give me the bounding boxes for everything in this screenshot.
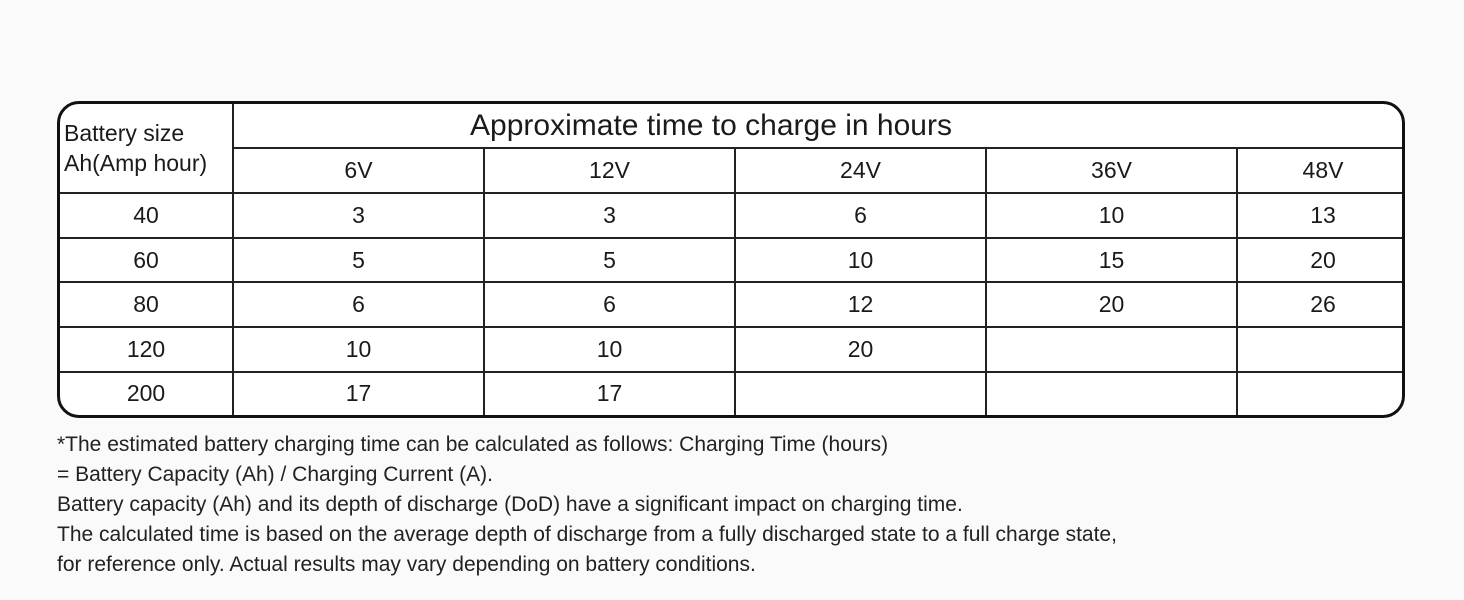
battery-size-label: Battery size (64, 120, 185, 146)
table-row (60, 282, 1405, 327)
charge-time-cell: 5 (484, 238, 735, 283)
charge-time-cell: 20 (986, 282, 1237, 327)
charge-time-cell: 17 (233, 372, 484, 415)
table-title-text: Approximate time to charge in hours (470, 108, 952, 142)
footnotes (57, 430, 1417, 580)
footnote-line: The calculated time is based on the average depth of discharge from a fully discharged state to a full charge state, (57, 523, 1117, 546)
footnote-line: *The estimated battery charging time can be calculated as follows: Charging Time (hours) (57, 433, 889, 456)
charge-time-cell (1237, 327, 1405, 372)
battery-size-header (60, 104, 233, 193)
charge-time-cell: 20 (735, 327, 986, 372)
charge-time-cell (1237, 372, 1405, 415)
voltage-header: 36V (986, 148, 1237, 193)
charge-time-cell: 10 (735, 238, 986, 283)
charge-time-table (57, 101, 1405, 418)
charge-time-cell: 6 (233, 282, 484, 327)
charge-time-cell: 10 (484, 327, 735, 372)
table-row (60, 372, 1405, 415)
charge-time-cell (986, 327, 1237, 372)
charge-time-cell: 3 (233, 193, 484, 238)
table-row (60, 193, 1405, 238)
voltage-header: 24V (735, 148, 986, 193)
table-row (60, 327, 1405, 372)
battery-size-cell: 40 (60, 193, 233, 238)
charge-time-cell: 20 (1237, 238, 1405, 283)
footnote-line: = Battery Capacity (Ah) / Charging Current (A). (57, 463, 493, 486)
table-title (233, 104, 1405, 148)
amp-hour-label: Ah(Amp hour) (64, 150, 208, 176)
charge-time-cell: 13 (1237, 193, 1405, 238)
charge-time-cell: 10 (986, 193, 1237, 238)
charge-time-cell (986, 372, 1237, 415)
charge-time-cell: 6 (484, 282, 735, 327)
charge-time-cell: 12 (735, 282, 986, 327)
charge-time-cell: 3 (484, 193, 735, 238)
charge-time-cell (735, 372, 986, 415)
footnote-line: for reference only. Actual results may vary depending on battery conditions. (57, 553, 756, 576)
battery-size-cell: 80 (60, 282, 233, 327)
charge-time-cell: 26 (1237, 282, 1405, 327)
charge-time-grid (60, 104, 1405, 415)
charge-time-cell: 10 (233, 327, 484, 372)
voltage-header: 6V (233, 148, 484, 193)
voltage-header-row (60, 148, 1405, 193)
battery-size-cell: 200 (60, 372, 233, 415)
voltage-header: 12V (484, 148, 735, 193)
voltage-header: 48V (1237, 148, 1405, 193)
charge-time-cell: 6 (735, 193, 986, 238)
charge-time-cell: 17 (484, 372, 735, 415)
footnote-line: Battery capacity (Ah) and its depth of discharge (DoD) have a significant impact on charging time. (57, 493, 963, 516)
charge-time-cell: 5 (233, 238, 484, 283)
battery-size-cell: 120 (60, 327, 233, 372)
table-row (60, 238, 1405, 283)
battery-size-cell: 60 (60, 238, 233, 283)
charge-time-cell: 15 (986, 238, 1237, 283)
